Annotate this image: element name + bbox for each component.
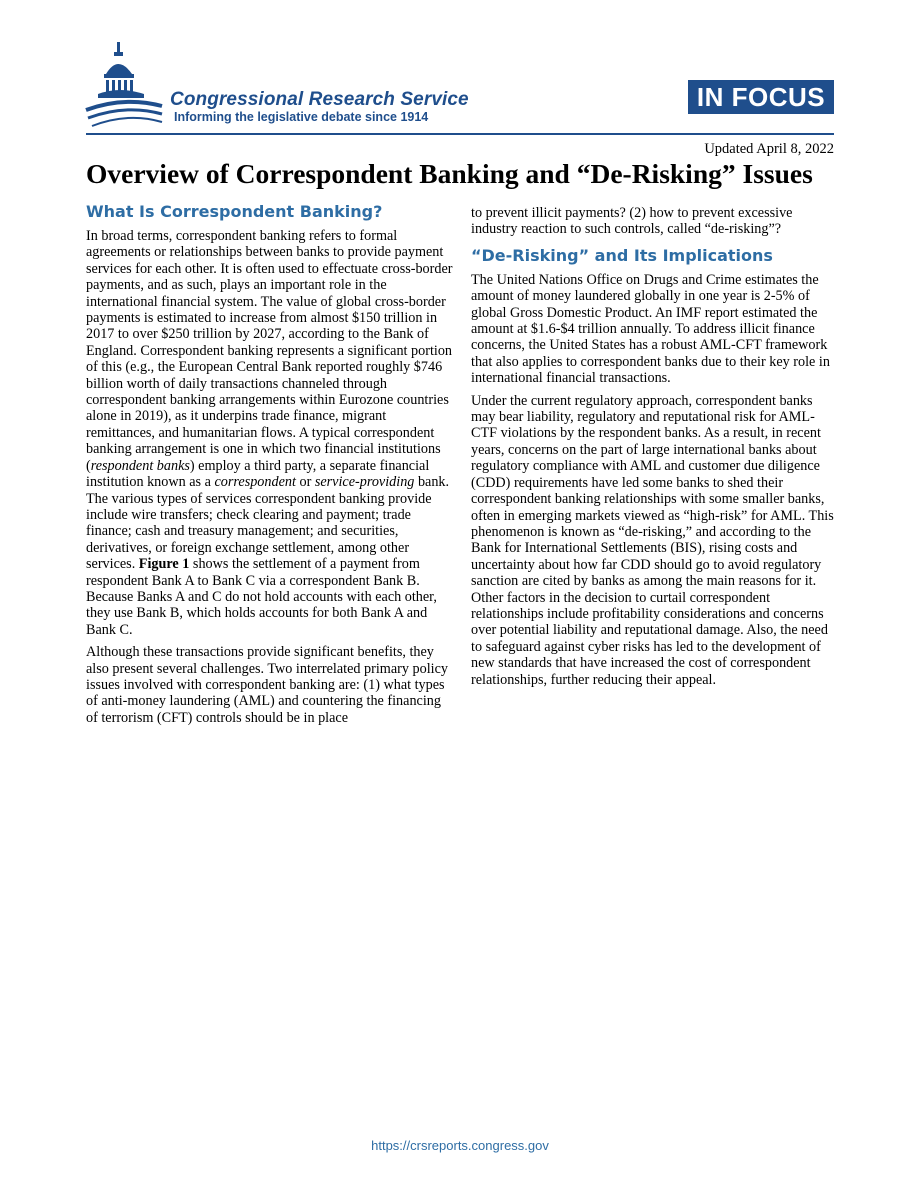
section-heading-what-is: What Is Correspondent Banking?: [86, 202, 383, 221]
term-service-providing: service-providing: [314, 474, 415, 491]
text-run: bank. The various types of services correspondent banking provide include wire transfers; check clearing and payment; trade finance; cash and treasury management; and securities, derivatives, or foreign exchange settlement, among other services.: [86, 474, 450, 573]
text-run: ) employ a third party, a separate financial institution known as a: [86, 457, 430, 491]
capitol-dome-logo-icon: [84, 40, 164, 130]
document-title: Overview of Correspondent Banking and “De-Risking” Issues: [86, 158, 813, 189]
right-column: [471, 205, 835, 694]
org-tagline: Informing the legislative debate since 1914: [174, 110, 429, 124]
paragraph-what-is-2-continued: to prevent illicit payments? (2) how to prevent excessive industry reaction to such controls, called “de-risking”?: [471, 205, 793, 238]
figure-reference: Figure 1: [138, 556, 190, 573]
text-run: or: [295, 474, 315, 491]
footer-url-link[interactable]: https://crsreports.congress.gov: [371, 1138, 549, 1153]
text-run: shows the settlement of a payment from respondent Bank A to Bank C via a correspondent Bank B. Because Banks A and C do not hold accounts with each other, they use Bank B, which holds accounts for both Bank A and Bank C.: [86, 556, 437, 638]
left-column: [86, 202, 454, 732]
paragraph-derisking-1: The United Nations Office on Drugs and Crime estimates the amount of money laundered globally in one year is 2-5% of global Gross Domestic Product. An IMF report estimated the amount at $1.6-$4 trillion annually. To address illicit finance concerns, the United States has a robust AML-CFT framework that also applies to correspondent banks due to their key role in international financial transactions.: [471, 271, 830, 387]
crs-logo: [84, 40, 494, 130]
paragraph-derisking-2: Under the current regulatory approach, correspondent banks may bear liability, regulatory and reputational risk for AML-CTF violations by the respondent banks. As a result, in recent years, concerns on the part of large international banks about regulatory compliance with AML and customer due diligence (CDD) requirements have led some banks to shed their correspondent banking relationships with some smaller banks, often in emerging markets viewed as “high-risk” for AML. This phenomenon is known as “de-risking,” and according to the Bank for International Settlements (BIS), rising costs and uncertainty about how far CDD should go to avoid regulatory sanction are cited by banks as among the main reasons for it. Other factors in the decision to curtail correspondent relationships include profitability considerations and concerns over potential liability and reputational damage. Also, the need to safeguard against cyber risks has led to the development of new standards that have increased the cost of correspondent relationships, further reducing their appeal.: [471, 392, 834, 688]
paragraph-what-is-1: [86, 228, 454, 638]
updated-date: Updated April 8, 2022: [704, 141, 834, 157]
paragraph-what-is-2: Although these transactions provide significant benefits, they also present several challenges. Two interrelated primary policy issues involved with correspondent banking are: (1) what types of anti-money laundering (AML) and countering the financing of terrorism (CFT) controls should be in place: [86, 644, 448, 726]
org-name: Congressional Research Service: [170, 89, 469, 110]
header-divider: [86, 133, 834, 135]
section-heading-derisking: “De-Risking” and Its Implications: [471, 245, 773, 265]
in-focus-badge: IN FOCUS: [688, 80, 834, 114]
term-respondent-banks: respondent banks: [90, 457, 190, 474]
text-run: In broad terms, correspondent banking refers to formal agreements or relationships between banks to provide payment services for each other. It is often used to effectuate cross-border payments, and as such, plays an important role in the international financial system. The value of global cross-border payments is estimated to increase from almost $150 trillion in 2017 to over $250 trillion by 2027, according to the Bank of England. Correspondent banking represents a significant portion of this (e.g., the European Central Bank reported roughly $746 billion worth of daily transactions channeled through correspondent banking arrangements within Eurozone countries alone in 2019), as it underpins trade finance, migrant remittances, and humanitarian flows. A typical correspondent banking arrangement is one in which two financial institutions (: [86, 228, 453, 474]
term-correspondent: correspondent: [214, 474, 296, 491]
